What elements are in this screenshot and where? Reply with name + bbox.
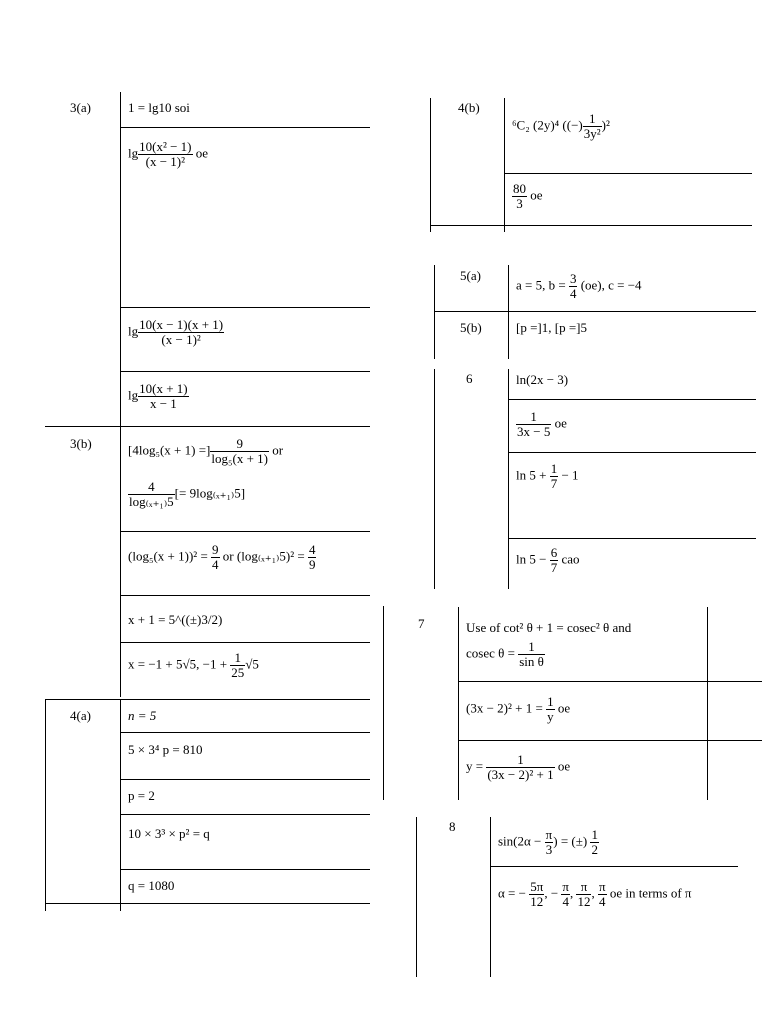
question-number: 3(b) [70, 436, 92, 451]
question-divider [434, 311, 756, 312]
question-divider [45, 699, 370, 700]
question-number: 6 [466, 371, 473, 386]
mark-line: ⁶C₂ (2y)⁴ ((−) $\frac{1}{\text{3y²}}$ )² [512, 111, 610, 141]
row-divider [120, 779, 370, 780]
row-divider [120, 595, 370, 596]
question-number: 3(a) [70, 100, 91, 115]
fraction: $\frac{10(x + 1)}{x - 1}$ [139, 381, 188, 411]
table-bottom [430, 225, 752, 226]
row-divider [120, 531, 370, 532]
row-divider [120, 732, 370, 733]
mark-line: lg $\frac{10(x - 1)(x + 1)}{\text{(x − 1)²}}$ [128, 317, 224, 347]
q3-rule [120, 92, 121, 697]
fraction: $\frac{4}{9}$ [308, 542, 316, 572]
mark-line: ln 5 − $\frac{6}{7}$ cao [516, 545, 580, 575]
mark-line: lg $\frac{\text{10(x² − 1)}}{\text{(x − 1)²}}$ oe [128, 139, 209, 169]
q8-left-border [416, 817, 417, 977]
question-number: 8 [449, 819, 456, 834]
fraction: $\frac{1}{\text{sin θ}}$ [519, 639, 544, 669]
q5-left-border [434, 265, 435, 359]
q4b-left-border [430, 98, 431, 232]
row-divider [120, 814, 370, 815]
fraction: $\frac{5\pi}{12}$ [530, 879, 544, 909]
mark-line: n = 5 [128, 708, 157, 723]
question-number: 4(b) [458, 100, 480, 115]
table-bottom [45, 903, 370, 904]
row-divider [490, 866, 738, 867]
q7-rule [458, 607, 459, 800]
q6-left-border [434, 369, 435, 589]
mark-line: a = 5, b = $\frac{3}{4}$ (oe), c = −4 [516, 271, 642, 301]
fraction: $\frac{9}{4}$ [212, 542, 219, 572]
q7-right-rule [707, 607, 708, 800]
fraction: $\frac{\text{10(x² − 1)}}{\text{(x − 1)²}}$ [139, 139, 192, 169]
question-number: 4(a) [70, 708, 91, 723]
row-divider [508, 538, 756, 539]
q6-rule [508, 369, 509, 589]
mark-line: sin(2α − $\frac{\pi}{3}$ ) = (±) $\frac{1}{2}$ [498, 827, 598, 857]
mark-line: $\frac{80}{3}$ oe [513, 181, 543, 211]
row-divider [458, 740, 762, 741]
mark-line: ln 5 + $\frac{1}{7}$ − 1 [516, 461, 579, 491]
fraction: $\frac{\pi}{3}$ [545, 827, 553, 857]
mark-line: ln(2x − 3) [516, 372, 569, 387]
fraction: $\frac{3}{4}$ [569, 271, 577, 301]
fraction: $\frac{1}{3x - 5}$ [517, 409, 551, 439]
question-number: 5(b) [460, 320, 482, 335]
mark-line: y = $\frac{1}{\text{(3x − 2)² + 1}}$ oe [466, 752, 571, 782]
fraction: $\frac{9}{\text{log₅(x + 1)}}$ [211, 436, 269, 466]
mark-line: 10 × 3³ × p² = q [128, 826, 210, 841]
q8-rule [490, 817, 491, 977]
q4a-left-border [45, 699, 46, 911]
q4a-rule [120, 699, 121, 911]
fraction: $\frac{1}{25}$ [231, 650, 245, 680]
row-divider [120, 127, 370, 128]
question-divider [45, 426, 370, 427]
row-divider [120, 642, 370, 643]
fraction: $\frac{6}{7}$ [550, 545, 558, 575]
mark-line: 5 × 3⁴ p = 810 [128, 742, 203, 757]
question-number: 5(a) [460, 268, 481, 283]
q4b-rule [504, 98, 505, 232]
fraction: $\frac{\pi}{4}$ [598, 879, 606, 909]
mark-line: q = 1080 [128, 878, 175, 893]
mark-line: α = − $\frac{5\pi}{12}$ , − $\frac{\pi}{4}$ , $\frac{\pi}{12}$ , $\frac{\pi}{4}$ oe in terms of π [498, 879, 692, 909]
mark-line: lg $\frac{10(x + 1)}{x - 1}$ [128, 381, 188, 411]
mark-line: (log₅(x + 1))² = $\frac{9}{4}$ or (log₍ₓ₊₁₎5)² = $\frac{4}{9}$ [128, 542, 316, 572]
mark-line: x + 1 = 5^((±)3/2) [128, 612, 223, 627]
row-divider [508, 399, 756, 400]
column-divider [383, 606, 384, 800]
mark-line: [p =]1, [p =]5 [516, 320, 587, 335]
fraction: $\frac{1}{\text{(3x − 2)² + 1}}$ [487, 752, 554, 782]
question-number: 7 [418, 616, 425, 631]
fraction: $\frac{4}{\text{log₍ₓ₊₁₎5}}$ [129, 479, 174, 509]
row-divider [120, 307, 370, 308]
fraction: $\frac{\pi}{12}$ [577, 879, 591, 909]
q5-rule [508, 265, 509, 359]
row-divider [120, 371, 370, 372]
row-divider [508, 452, 756, 453]
mark-line: cosec θ = $\frac{1}{\text{sin θ}}$ [466, 639, 544, 669]
mark-line: p = 2 [128, 788, 155, 803]
fraction: $\frac{10(x - 1)(x + 1)}{\text{(x − 1)²}}$ [139, 317, 224, 347]
mark-line: $\frac{4}{\text{log₍ₓ₊₁₎5}}$ [= 9log₍ₓ₊₁₎5] [129, 479, 246, 509]
fraction: $\frac{1}{y}$ [547, 694, 554, 724]
mark-line: x = −1 + 5√5, −1 + $\frac{1}{25}$ √5 [128, 650, 259, 680]
mark-line: 1 = lg10 soi [128, 100, 190, 115]
row-divider [458, 681, 762, 682]
fraction: $\frac{\pi}{4}$ [562, 879, 569, 909]
mark-line: $\frac{1}{3x - 5}$ oe [517, 409, 567, 439]
fraction: $\frac{80}{3}$ [513, 181, 526, 211]
row-divider [120, 869, 370, 870]
row-divider [504, 173, 752, 174]
fraction: $\frac{1}{2}$ [591, 827, 598, 857]
mark-line: [4log₅(x + 1) =] $\frac{9}{\text{log₅(x + 1)}}$ or [128, 436, 284, 466]
fraction: $\frac{1}{7}$ [550, 461, 558, 491]
mark-line: Use of cot² θ + 1 = cosec² θ and [466, 620, 632, 635]
fraction: $\frac{1}{\text{3y²}}$ [583, 111, 601, 141]
mark-line: (3x − 2)² + 1 = $\frac{1}{y}$ oe [466, 694, 571, 724]
